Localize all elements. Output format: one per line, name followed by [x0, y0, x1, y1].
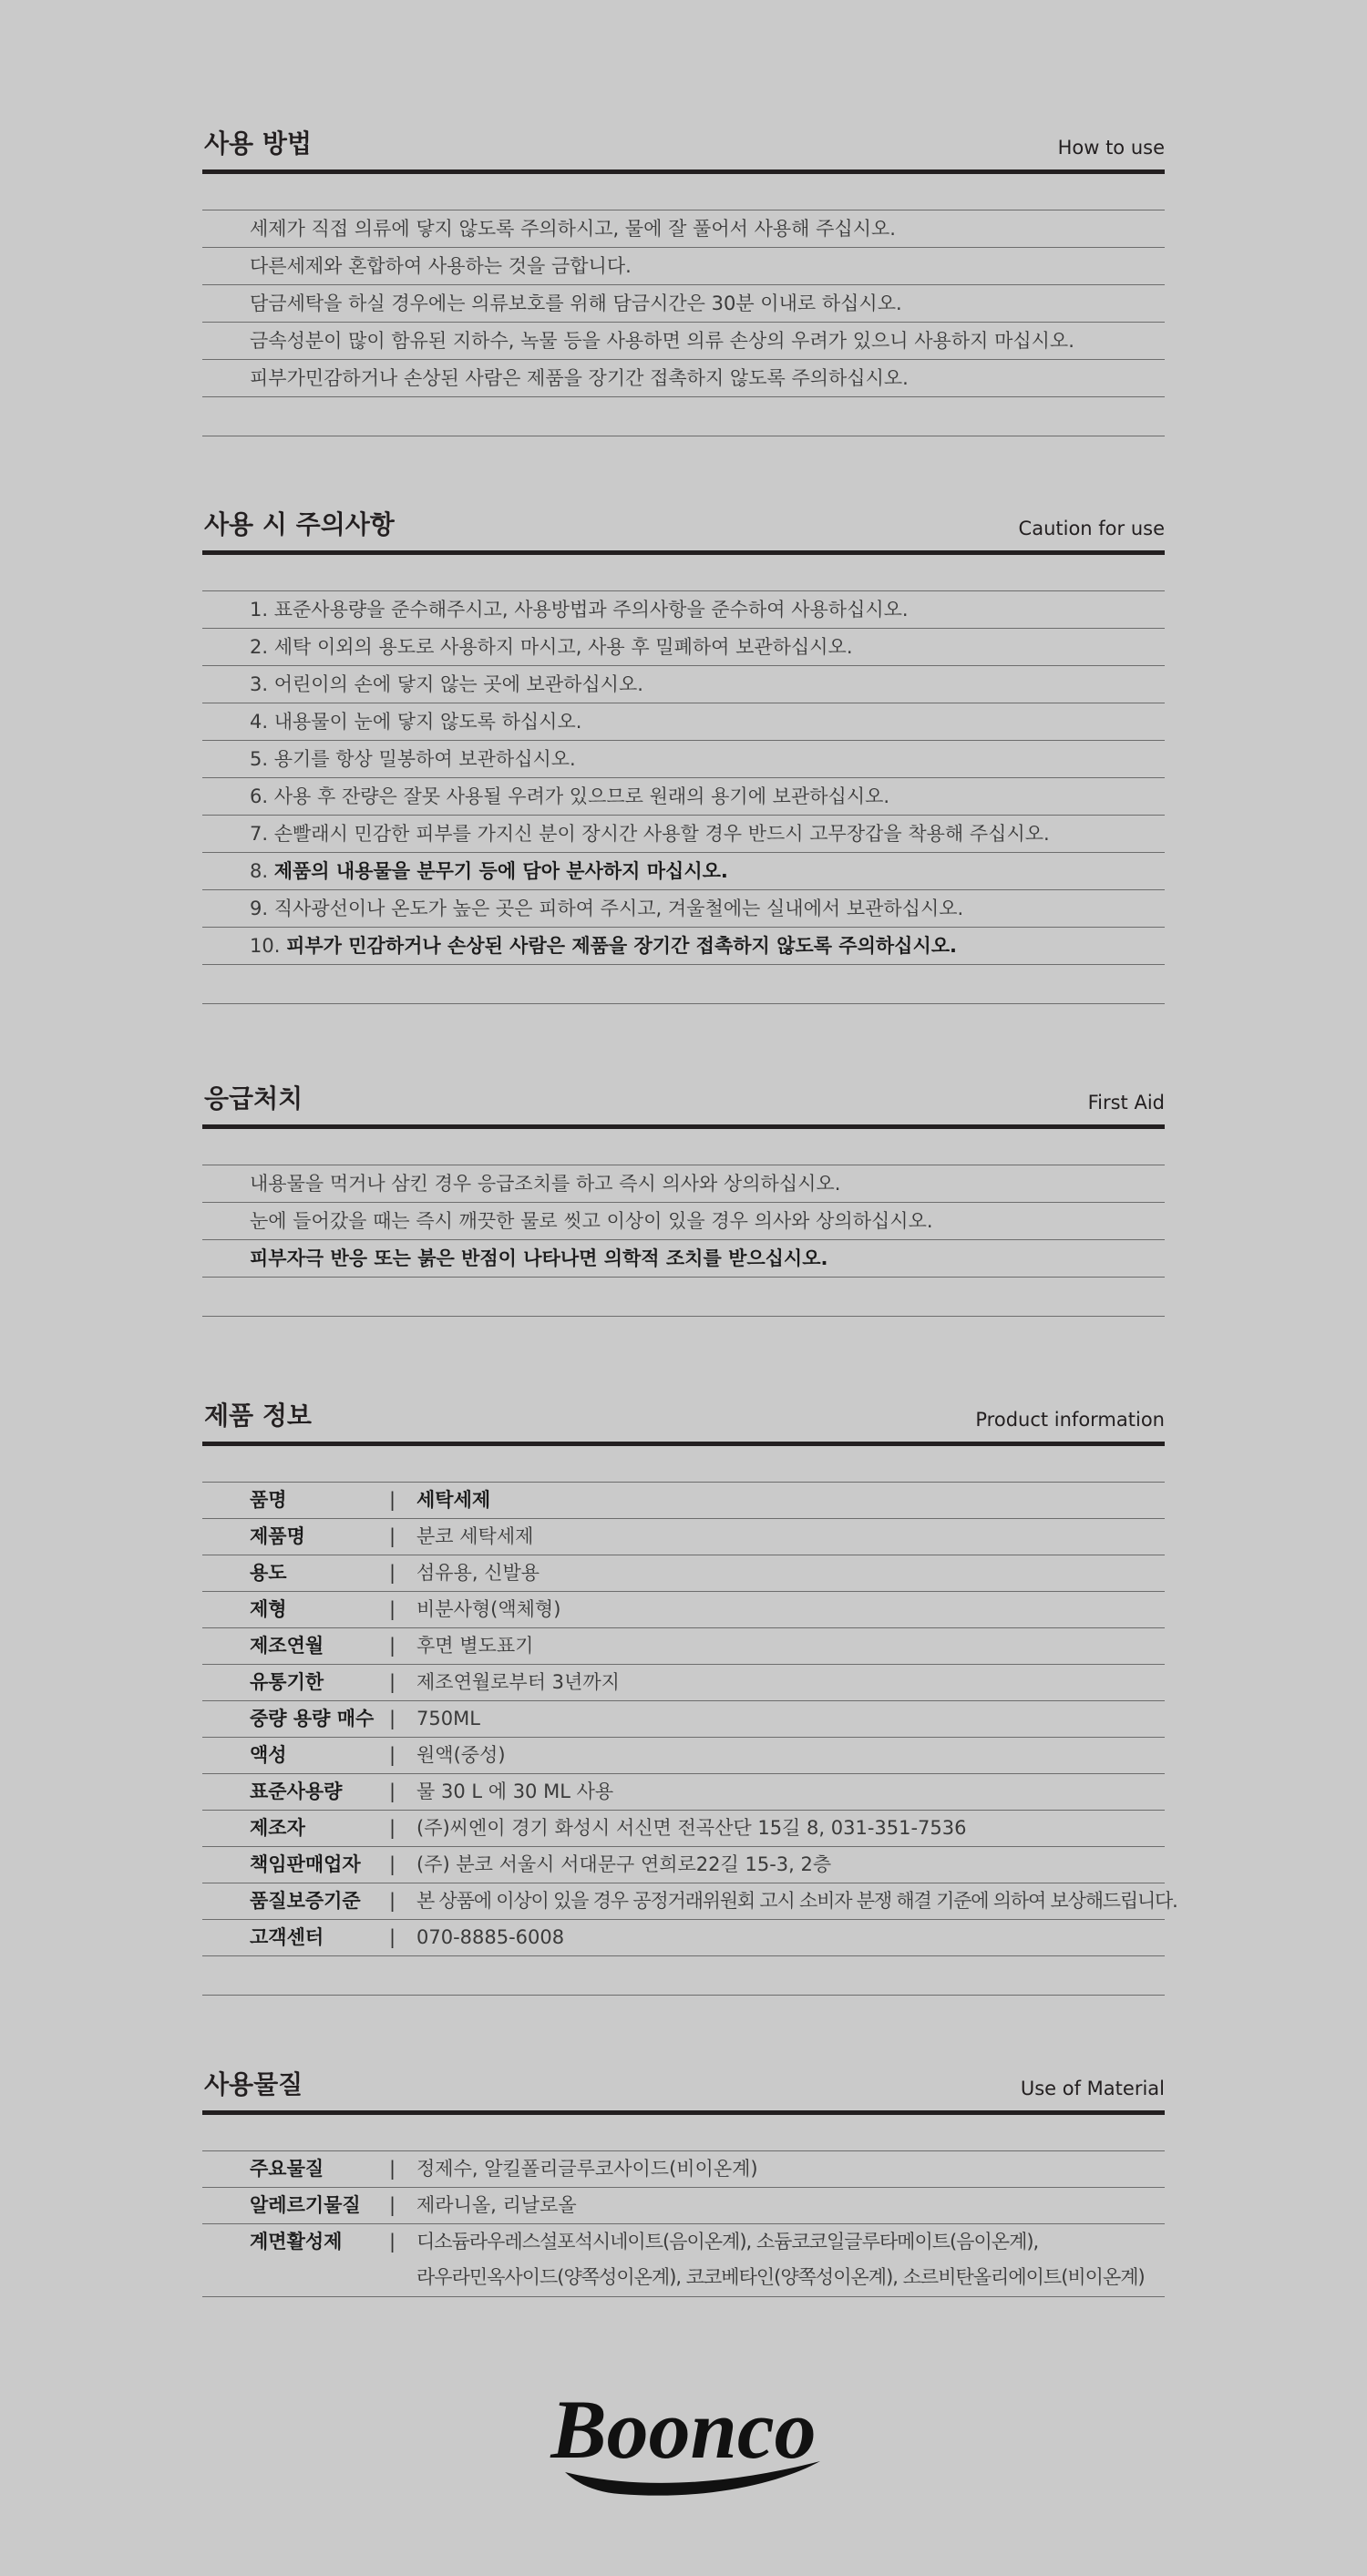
- list-item: 다른세제와 혼합하여 사용하는 것을 금합니다.: [202, 248, 1165, 285]
- row-separator: |: [389, 1635, 396, 1657]
- item-text: 용기를 항상 밀봉하여 보관하십시오.: [273, 748, 576, 770]
- section-title: 사용물질: [204, 2069, 303, 2099]
- row-value: 정제수, 알킬폴리글루코사이드(비이온계): [416, 2158, 758, 2180]
- divider: [202, 965, 1165, 1004]
- section-title-en: First Aid: [1087, 1092, 1165, 1114]
- list-item: [202, 741, 1165, 778]
- section-first-aid: [202, 1083, 1165, 1317]
- item-number: 3.: [250, 673, 269, 695]
- row-label: 책임판매업자: [250, 1853, 361, 1875]
- section-title: 사용 방법: [204, 128, 312, 159]
- table-row: [202, 2188, 1165, 2224]
- info-table: [202, 1482, 1177, 1996]
- item-text: 내용물이 눈에 닿지 않도록 하십시오.: [273, 711, 582, 733]
- item-number: 8.: [250, 860, 269, 882]
- section-title-en: Caution for use: [1018, 518, 1165, 539]
- item-text: 직사광선이나 온도가 높은 곳은 피하여 주시고, 겨울철에는 실내에서 보관하십시오.: [273, 898, 964, 919]
- row-value: 원액(중성): [416, 1744, 506, 1766]
- row-value: (주) 분코 서울시 서대문구 연희로22길 15-3, 2층: [416, 1853, 832, 1875]
- table-row: [202, 1883, 1177, 1920]
- item-text: 표준사용량을 준수해주시고, 사용방법과 주의사항을 준수하여 사용하십시오.: [273, 599, 909, 621]
- row-value: 섬유용, 신발용: [416, 1562, 540, 1584]
- table-row: [202, 1665, 1165, 1701]
- section-header: [202, 1083, 1165, 1129]
- divider: [202, 397, 1165, 436]
- section-product-info: [202, 1400, 1177, 1996]
- item-number: 7.: [250, 823, 269, 845]
- list-item: [202, 703, 1165, 741]
- list-item: 세제가 직접 의류에 닿지 않도록 주의하시고, 물에 잘 풀어서 사용해 주십시오.: [202, 210, 1165, 248]
- list-item: [202, 853, 1165, 890]
- divider: [202, 1278, 1165, 1317]
- list-item: 피부가민감하거나 손상된 사람은 제품을 장기간 접촉하지 않도록 주의하십시오.: [202, 360, 1165, 397]
- list-item: 담금세탁을 하실 경우에는 의류보호를 위해 담금시간은 30분 이내로 하십시오.: [202, 285, 1165, 323]
- list-item: [202, 890, 1165, 928]
- table-row: [202, 1811, 1165, 1847]
- row-label: 제형: [250, 1598, 287, 1620]
- table-row: [202, 1847, 1165, 1883]
- table-row: [202, 1774, 1165, 1811]
- section-header: [202, 508, 1165, 555]
- row-separator: |: [389, 1853, 396, 1875]
- row-value-line: 라우라민옥사이드(양쪽성이온계), 코코베타인(양쪽성이온계), 소르비탄올리에이트(비이온계): [416, 2266, 1145, 2288]
- item-number: 9.: [250, 898, 269, 919]
- row-separator: |: [389, 1781, 396, 1802]
- list-item: 피부자극 반응 또는 붉은 반점이 나타나면 의학적 조치를 받으십시오.: [202, 1240, 1165, 1278]
- list-item: [202, 928, 1165, 965]
- section-title: 제품 정보: [204, 1401, 312, 1431]
- row-value: 제조연월로부터 3년까지: [416, 1671, 620, 1693]
- row-value: [416, 2224, 1164, 2295]
- row-label: 중량 용량 매수: [250, 1708, 375, 1729]
- section-header: [202, 1400, 1165, 1446]
- item-number: 4.: [250, 711, 269, 733]
- list: [202, 210, 1165, 436]
- row-label: 용도: [250, 1562, 287, 1584]
- section-title-en: How to use: [1057, 137, 1165, 159]
- row-separator: |: [389, 1708, 396, 1729]
- item-number: 10.: [250, 935, 281, 957]
- row-separator: |: [389, 1744, 396, 1766]
- section-title-en: Product information: [975, 1409, 1165, 1431]
- row-label: 품명: [250, 1489, 287, 1511]
- logo-text: Boonco: [550, 2383, 817, 2476]
- table-row: [202, 1920, 1165, 1956]
- section-caution: [202, 508, 1165, 1004]
- row-value: 비분사형(액체형): [416, 1598, 561, 1620]
- table-row: [202, 1628, 1165, 1665]
- list-item: 금속성분이 많이 함유된 지하수, 녹물 등을 사용하면 의류 손상의 우려가 있으니 사용하지 마십시오.: [202, 323, 1165, 360]
- row-separator: |: [389, 2194, 396, 2216]
- list-item: 내용물을 먹거나 삼킨 경우 응급조치를 하고 즉시 의사와 상의하십시오.: [202, 1165, 1165, 1203]
- item-text: 어린이의 손에 닿지 않는 곳에 보관하십시오.: [273, 673, 643, 695]
- row-value: 분코 세탁세제: [416, 1525, 534, 1547]
- row-value: (주)씨엔이 경기 화성시 서신면 전곡산단 15길 8, 031-351-7536: [416, 1817, 967, 1839]
- row-label: 고객센터: [250, 1926, 324, 1948]
- row-separator: |: [389, 2158, 396, 2180]
- row-separator: |: [389, 1598, 396, 1620]
- row-separator: |: [389, 2231, 396, 2253]
- row-value: 제라니올, 리날로올: [416, 2194, 577, 2216]
- table-row: [202, 1483, 1165, 1519]
- list-item: [202, 666, 1165, 703]
- list-item: [202, 778, 1165, 816]
- divider: [202, 1956, 1165, 1996]
- row-value: 070-8885-6008: [416, 1926, 565, 1948]
- row-separator: |: [389, 1817, 396, 1839]
- section-how-to-use: [202, 128, 1165, 436]
- list: [202, 1165, 1165, 1317]
- row-value: 본 상품에 이상이 있을 경우 공정거래위원회 고시 소비자 분쟁 해결 기준에 의하여 보상해드립니다.: [416, 1890, 1177, 1912]
- item-text: 손빨래시 민감한 피부를 가지신 분이 장시간 사용할 경우 반드시 고무장갑을 착용해 주십시오.: [273, 823, 1050, 845]
- table-row: [202, 1519, 1165, 1555]
- row-label: 주요물질: [250, 2158, 324, 2180]
- table-row: [202, 2151, 1165, 2188]
- row-value: 후면 별도표기: [416, 1635, 534, 1657]
- row-label: 표준사용량: [250, 1781, 343, 1802]
- row-separator: |: [389, 1671, 396, 1693]
- row-value-line: 디소듐라우레스설포석시네이트(음이온계), 소듐코코일글루타메이트(음이온계),: [416, 2231, 1039, 2253]
- item-number: 1.: [250, 599, 269, 621]
- row-label: 유통기한: [250, 1671, 324, 1693]
- row-value: 물 30 L 에 30 ML 사용: [416, 1781, 614, 1802]
- list: [202, 590, 1165, 1004]
- table-row: [202, 2224, 1165, 2297]
- item-text: 피부가 민감하거나 손상된 사람은 제품을 장기간 접촉하지 않도록 주의하십시오.: [286, 935, 957, 957]
- row-label: 품질보증기준: [250, 1890, 361, 1912]
- row-label: 제품명: [250, 1525, 305, 1547]
- section-header: [202, 2068, 1165, 2115]
- item-number: 2.: [250, 636, 269, 658]
- row-label: 제조자: [250, 1817, 305, 1839]
- row-label: 계면활성제: [250, 2231, 343, 2253]
- table-row: [202, 1738, 1165, 1774]
- section-material: [202, 2068, 1165, 2297]
- row-value: 750ML: [416, 1708, 480, 1729]
- row-separator: |: [389, 1890, 396, 1912]
- list-item: [202, 629, 1165, 666]
- row-label: 제조연월: [250, 1635, 324, 1657]
- item-text: 제품의 내용물을 분무기 등에 담아 분사하지 마십시오.: [273, 860, 728, 882]
- row-separator: |: [389, 1562, 396, 1584]
- item-number: 6.: [250, 785, 269, 807]
- section-title: 응급처치: [204, 1083, 303, 1114]
- section-header: [202, 128, 1165, 174]
- table-row: [202, 1555, 1165, 1592]
- list-item: [202, 816, 1165, 853]
- row-separator: |: [389, 1926, 396, 1948]
- item-text: 세탁 이외의 용도로 사용하지 마시고, 사용 후 밀폐하여 보관하십시오.: [273, 636, 853, 658]
- list-item: [202, 591, 1165, 629]
- list-item: 눈에 들어갔을 때는 즉시 깨끗한 물로 씻고 이상이 있을 경우 의사와 상의하십시오.: [202, 1203, 1165, 1240]
- section-title: 사용 시 주의사항: [204, 509, 395, 539]
- table-row: [202, 1592, 1165, 1628]
- section-title-en: Use of Material: [1020, 2078, 1165, 2099]
- row-label: 액성: [250, 1744, 287, 1766]
- item-number: 5.: [250, 748, 269, 770]
- row-separator: |: [389, 1525, 396, 1547]
- row-separator: |: [389, 1489, 396, 1511]
- row-value: 세탁세제: [416, 1489, 491, 1511]
- row-label: 알레르기물질: [250, 2194, 361, 2216]
- info-table: [202, 2150, 1165, 2297]
- boonco-logo: [510, 2374, 857, 2510]
- item-text: 사용 후 잔량은 잘못 사용될 우려가 있으므로 원래의 용기에 보관하십시오.: [273, 785, 890, 807]
- table-row: [202, 1701, 1165, 1738]
